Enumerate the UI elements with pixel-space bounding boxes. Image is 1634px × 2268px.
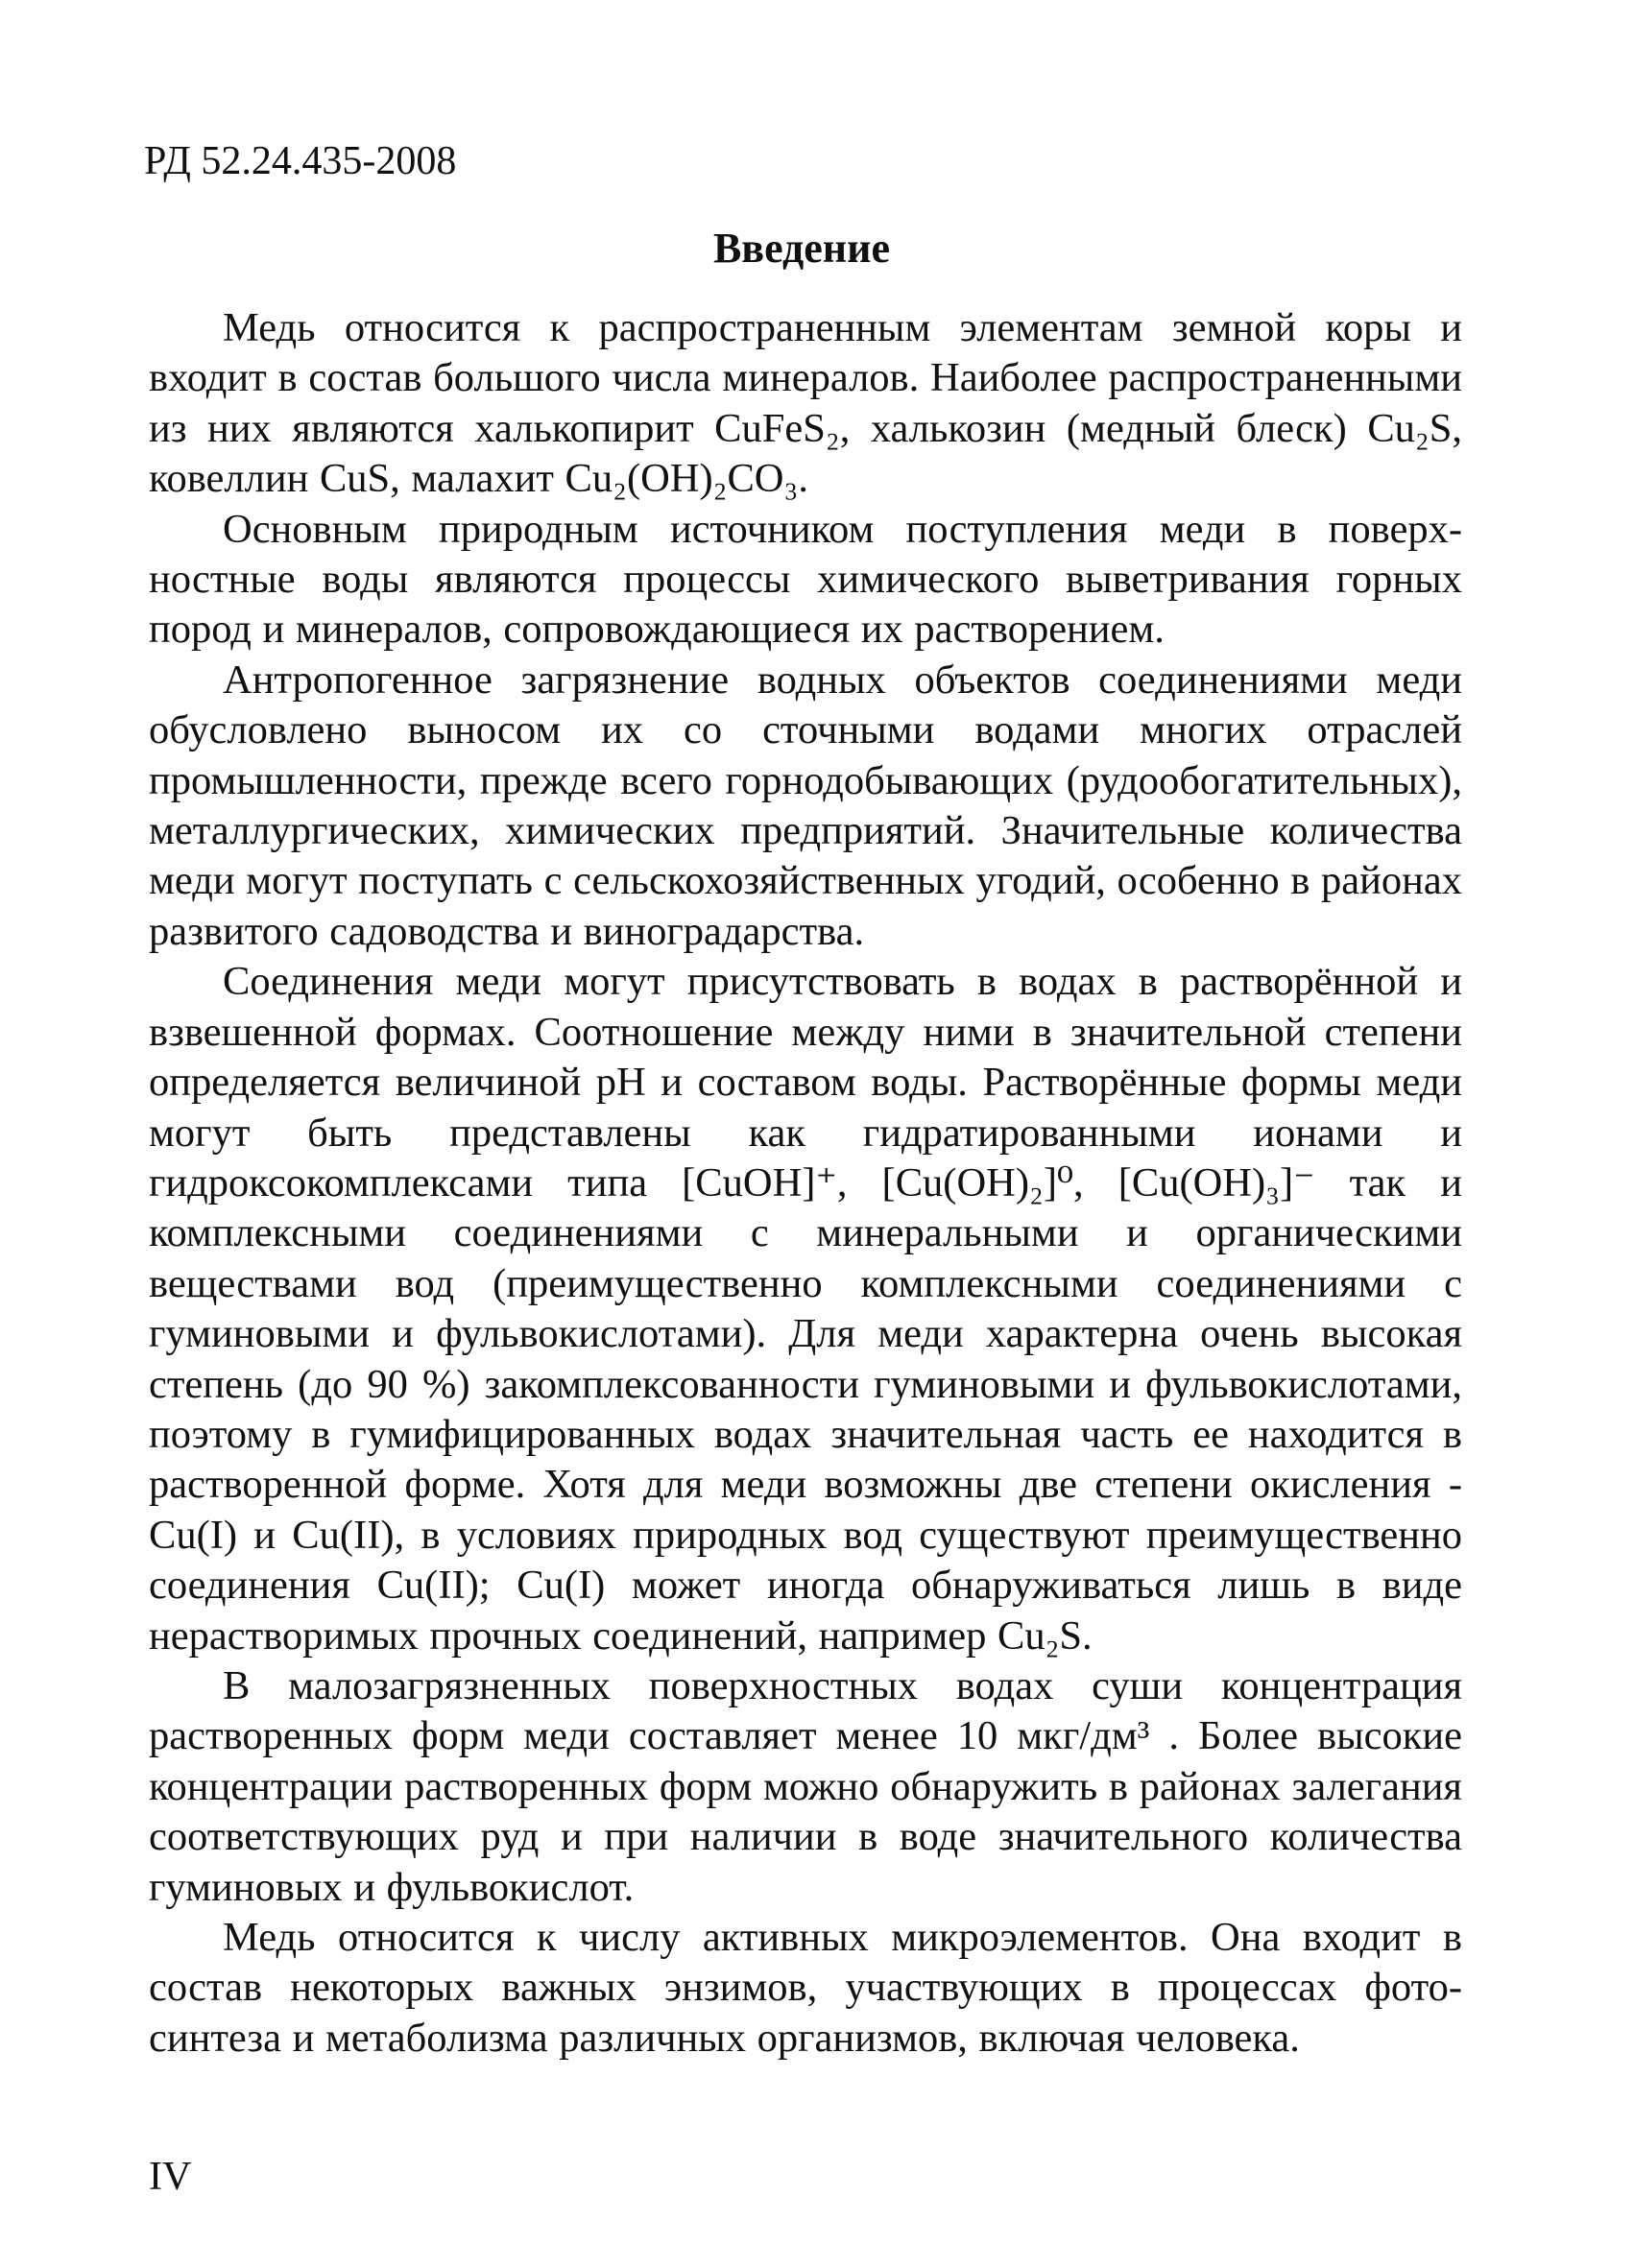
paragraph-4: Соединения меди могут присутствовать в водах в растворённой и взвешенной формах. Соотношение между ними в значительной степени определяется величиной pH и составом воды. Растворённые формы меди могут быть представлены как гидратированными ионами и гидроксокомплексами типа [CuOH]⁺, [Cu(OH)₂]⁰, [Cu(OH)₃]⁻ так и комплексными соединениями с минеральными и органическими веществами вод (преимущественно комплексными соединениями с гуминовыми и фульвокислотами). Для меди характерна очень высокая степень (до 90 %) закомплексованности гуминовыми и фульвокислотами, поэтому в гумифицированных водах значительная часть ее находится в растворенной форме. Хотя для меди возможны две степени окисления - Cu(I) и Cu(II), в условиях природных вод существуют преимущественно соединения Cu(II); Cu(I) может иногда обнаруживаться лишь в виде нерастворимых прочных соединений, например Cu₂S.: [149, 959, 1462, 1659]
paragraph-6: Медь относится к числу активных микроэлементов. Она входит в состав некоторых важных энзимов, участвующих в процессах фотосинтеза и метаболизма различных организмов, включая человека.: [149, 1915, 1462, 2061]
document-code: РД 52.24.435-2008: [144, 139, 457, 183]
paragraph-2: Основным природным источником поступления меди в поверхностные воды являются процессы химического выветривания горных пород и минералов, сопровождающиеся их растворением.: [149, 506, 1462, 653]
paragraph-5: В малозагрязненных поверхностных водах суши концентрация растворенных форм меди составляет менее 10 мкг/дм³ . Более высокие концентрации растворенных форм можно обнаружить в районах залегания соответствующих руд и при наличии в воде значительного количества гуминовых и фульвокислот.: [149, 1662, 1462, 1910]
body-text: [149, 303, 1462, 2064]
section-title: Введение: [712, 225, 891, 272]
paragraph-1: Медь относится к распространенным элементам земной коры и входит в состав большого числа минералов. Наиболее распространенными из них являются халькопирит CuFeS₂, халькозин (медный блеск) Cu₂S, ковеллин CuS, малахит Cu₂(OH)₂CO₃.: [149, 305, 1462, 502]
page-number: IV: [149, 2155, 192, 2199]
paragraph-3: Антропогенное загрязнение водных объектов соединениями меди обусловлено выносом их со сточными водами многих отраслей промышленности, прежде всего горнодобывающих (рудообогатительных), металлургических, химических предприятий. Значительные количества меди могут поступать с сельскохозяйственных угодий, особенно в районах развитого садоводства и виноградарства.: [149, 657, 1462, 954]
